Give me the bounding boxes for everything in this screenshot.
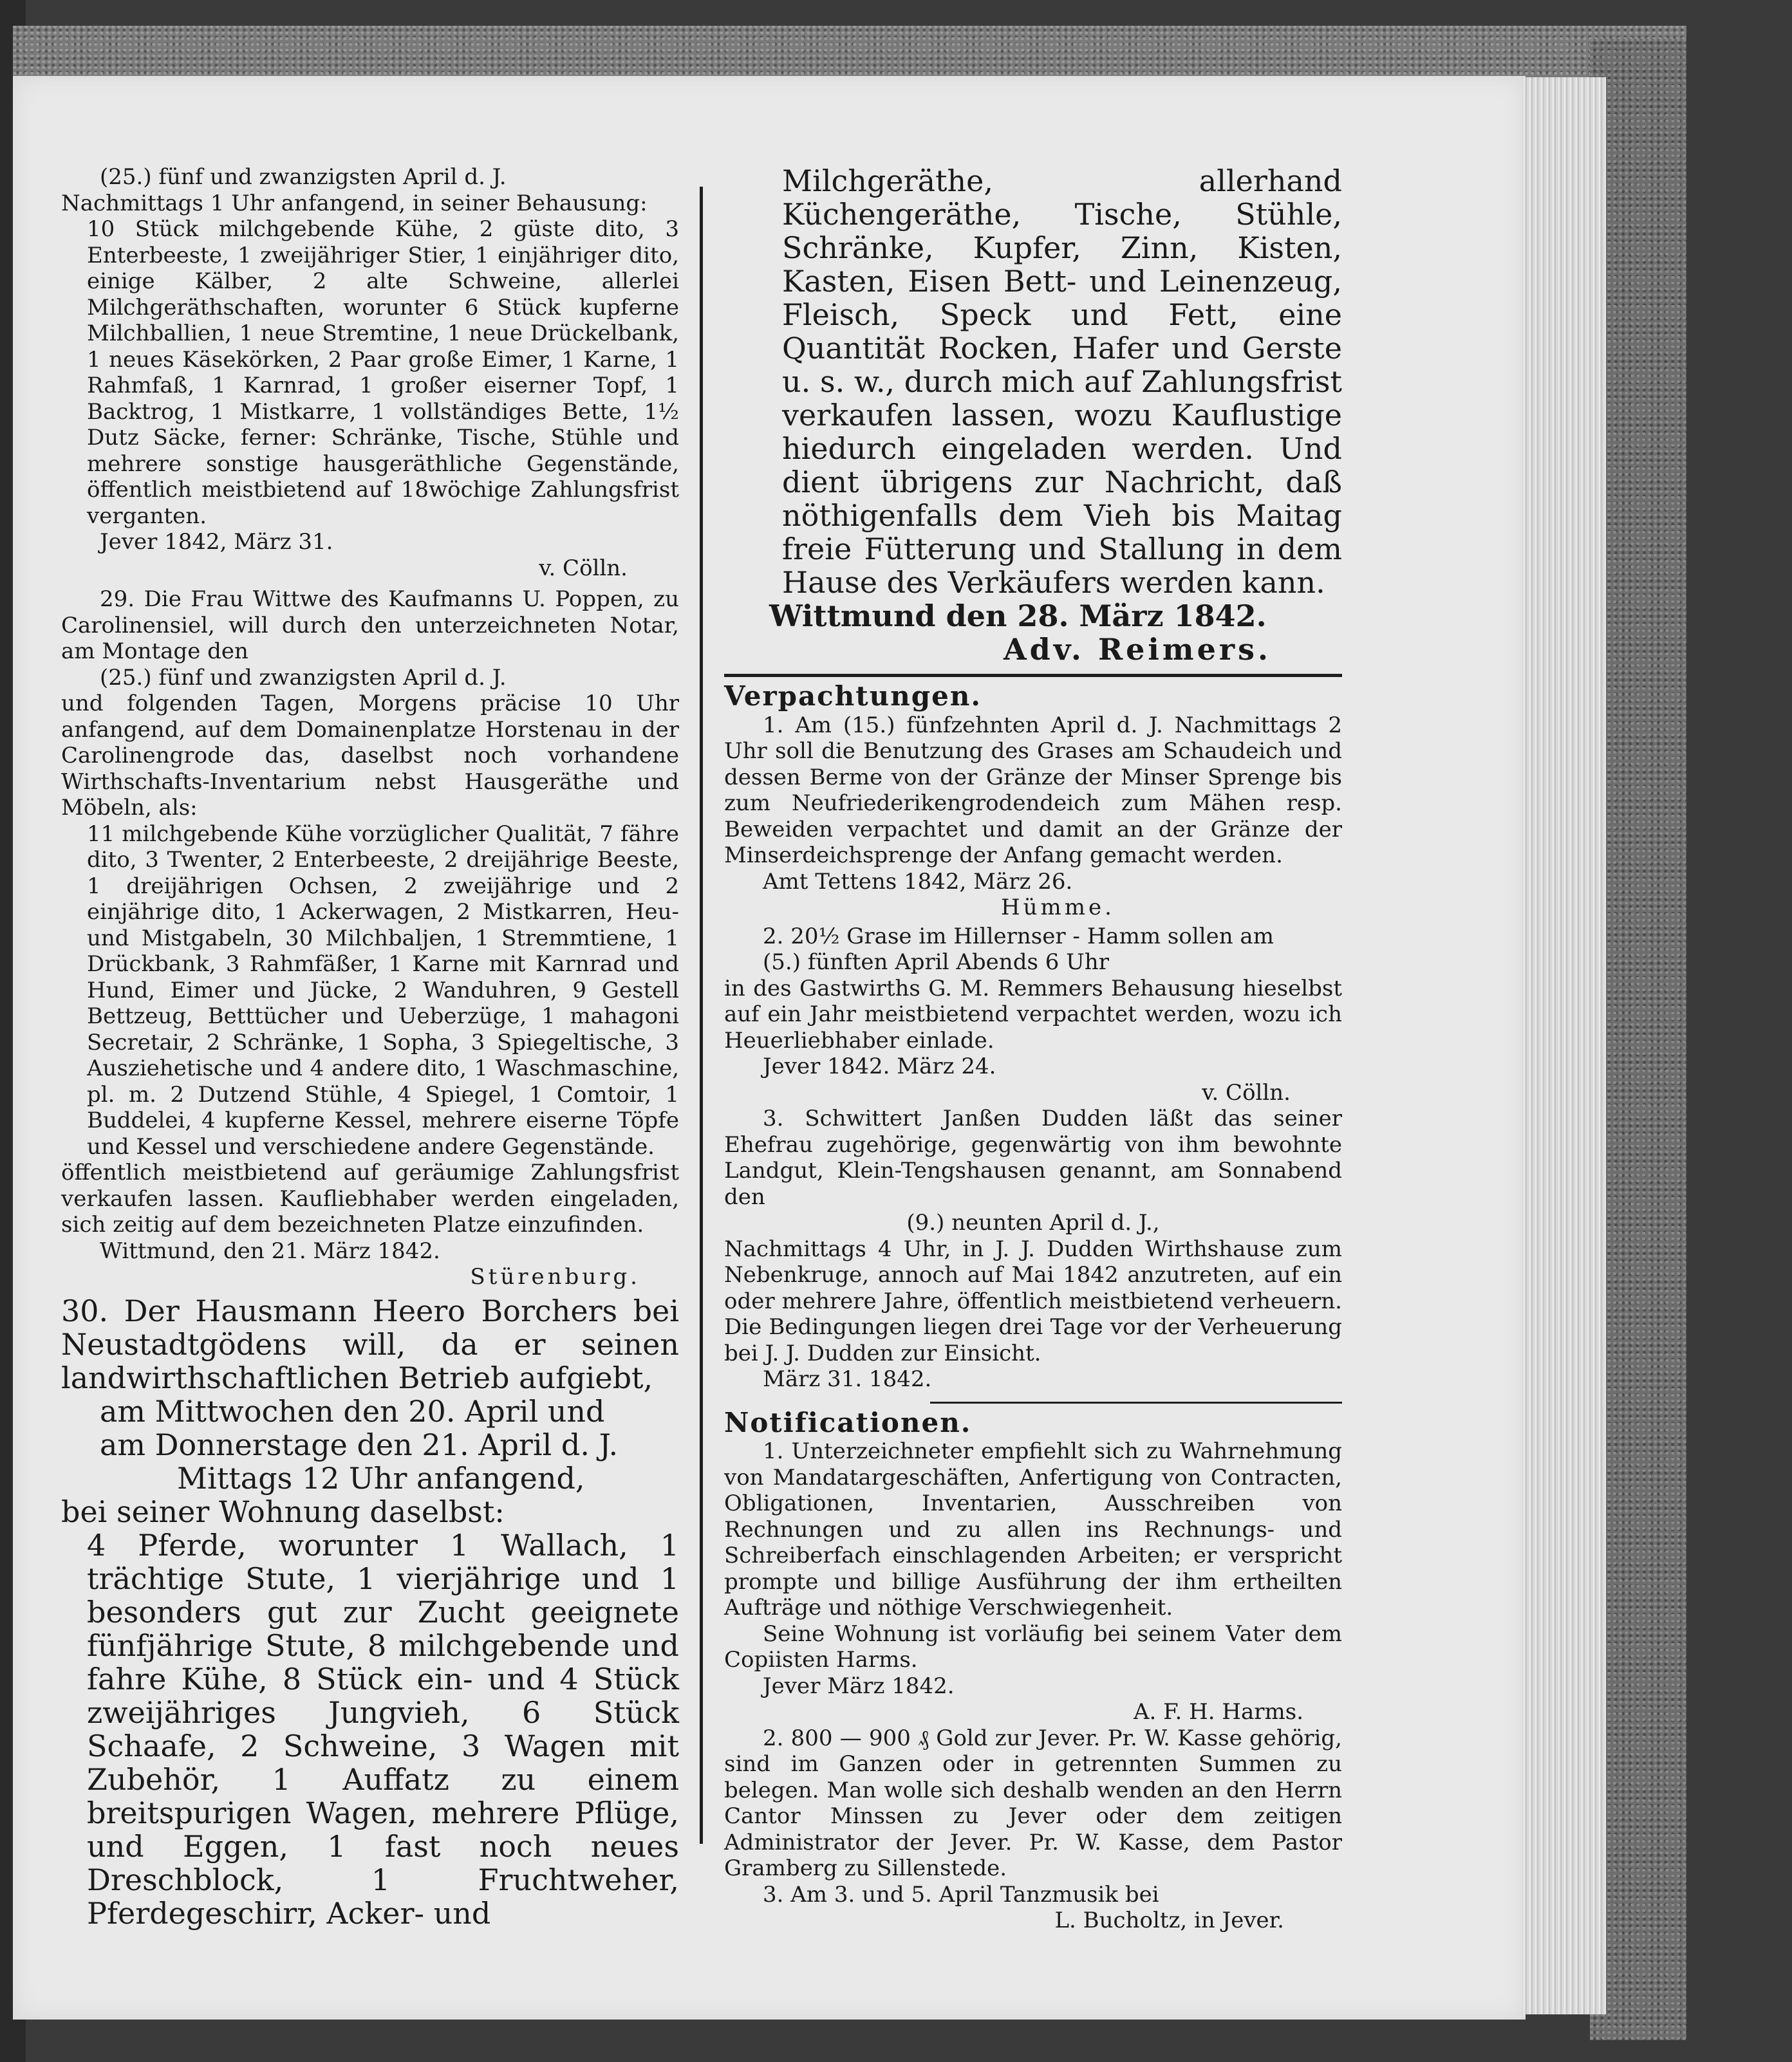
lease-1-text: 1. Am (15.) fünfzehnten April d. J. Nachmittags 2 Uhr soll die Benutzung des Grases am Schaudeich und dessen Berme von der Gränze der Minser Sprenge bis zum Neufriederikengrodendeich zum Mähen resp. Beweiden verpachtet und damit an der Gränze der Minserdeichsprenge der Anfang gemacht werden.	[724, 712, 1342, 868]
notice-30-time: Mittags 12 Uhr anfangend,	[177, 1460, 585, 1496]
notification-1-place-date: Jever März 1842.	[763, 1673, 955, 1699]
book-cover-top	[13, 26, 1686, 77]
notice-30-date-1: am Mittwochen den 20. April und	[100, 1393, 605, 1429]
section-divider	[724, 674, 1342, 677]
notice-30-date-2: am Donnerstage den 21. April d. J.	[100, 1427, 619, 1462]
lease-1-place-date: Amt Tettens 1842, März 26.	[763, 868, 1073, 895]
lease-3-date-line: März 31. 1842.	[763, 1366, 932, 1392]
notice-item-list: 10 Stück milchgebende Kühe, 2 güste dito, 3 Enterbeeste, 1 zweijähriger Stier, 1 einjähriger dito, einige Kälber, 2 alte Schweine, allerlei Milchgeräthschaften, worunter 6 Stück kupferne Milchballien, 1 neue Stremtine, 1 neue Drückelbank, 1 neues Käsekörken, 2 Paar große Eimer, 1 Karne, 1 Rahmfaß, 1 Karnrad, 1 großer eiserner Topf, 1 Backtrog, 1 Mistkarre, 1 vollständiges Bette, 1½ Dutz Säcke, ferner: Schränke, Tische, Stühle und mehrere sonstige hausgeräthliche Gegenstände, öffentlich meistbietend auf 18wöchige Zahlungsfrist verganten.	[87, 216, 679, 529]
lease-2-text: in des Gastwirths G. M. Remmers Behausung hieselbst auf ein Jahr meistbietend verpachtet werden, wozu ich Heuerliebhaber einlade.	[724, 975, 1342, 1054]
lease-3-intro: 3. Schwittert Janßen Dudden läßt das seiner Ehefrau zugehörige, gegenwärtig von ihm bewohnte Landgut, Klein-Tengshausen genannt, am Sonnabend den	[724, 1106, 1342, 1210]
notice-29-item-list: 11 milchgebende Kühe vorzüglicher Qualität, 7 fähre dito, 3 Twenter, 2 Enterbeeste, 2 dreijährige Beeste, 1 dreijährigen Ochsen, 2 zweijährige und 2 einjährige dito, 1 Ackerwagen, 2 Mistkarren, Heu- und Mistgabeln, 30 Milchbaljen, 1 Stremmtiene, 1 Drückbank, 3 Rahmfäßer, 1 Karne mit Karnrad und Hund, Eimer und Jücke, 2 Wanduhren, 9 Gestell Bettzeug, Betttücher und Ueberzüge, 1 mahagoni Secretair, 2 Schränke, 1 Sopha, 3 Spiegeltische, 3 Ausziehetische und 4 andere dito, 1 Waschmaschine, pl. m. 2 Dutzend Stühle, 4 Spiegel, 1 Comtoir, 1 Buddelei, 4 kupferne Kessel, mehrere eiserne Töpfe und Kessel und verschiedene andere Gegenstände.	[87, 821, 679, 1160]
notice-30-item-list: 4 Pferde, worunter 1 Wallach, 1 trächtige Stute, 1 vierjährige und 1 besonders gut zur Zucht geeignete fünfjährige Stute, 8 milchgebende und fahre Kühe, 8 Stück ein- und 4 Stück zweijähriges Jungvieh, 6 Stück Schaafe, 2 Schweine, 3 Wagen mit Zubehör, 1 Auffatz zu einem breitspurigen Wagen, mehrere Pflüge, und Eggen, 1 fast noch neues Dreschblock, 1 Fruchtweher, Pferdegeschirr, Acker- und	[87, 1527, 679, 1931]
notice-30-continued: Milchgeräthe, allerhand Küchengeräthe, Tische, Stühle, Schränke, Kupfer, Zinn, Kisten, Kasten, Eisen Bett- und Leinenzeug, Fleisch, Speck und Fett, eine Quantität Rocken, Hafer und Gerste u. s. w., durch mich auf Zahlungsfrist verkaufen lassen, wozu Kauflustige hiedurch eingeladen werden. Und dient übrigens zur Nachricht, daß nöthigenfalls dem Vieh bis Maitag freie Fütterung und Stallung in dem Hause des Verkäufers werden kann.	[782, 163, 1342, 600]
notice-29-signature: Stürenburg.	[470, 1264, 640, 1290]
notification-1-address: Seine Wohnung ist vorläufig bei seinem Vater dem Copiisten Harms.	[724, 1621, 1342, 1673]
notice-29-intro: 29. Die Frau Wittwe des Kaufmanns U. Poppen, zu Carolinensiel, will durch den unterzeichneten Notar, am Montage den	[61, 586, 679, 664]
column-divider	[700, 187, 703, 1844]
section-heading-notificationen: Notificationen.	[724, 1406, 972, 1438]
notice-29-date: (25.) fünf und zwanzigsten April d. J.	[100, 664, 507, 691]
notice-date-line: (25.) fünf und zwanzigsten April d. J.	[100, 164, 507, 190]
notice-30-intro: 30. Der Hausmann Heero Borchers bei Neustadtgödens will, da er seinen landwirthschaftlichen Betrieb aufgiebt,	[61, 1293, 679, 1395]
right-column	[724, 164, 1342, 1934]
lease-3-date: (9.) neunten April d. J.,	[906, 1210, 1160, 1236]
page-block-edge	[1522, 77, 1606, 2014]
section-heading-verpachtungen: Verpachtungen.	[724, 680, 982, 712]
notification-2-text: 2. 800 — 900 ₰ Gold zur Jever. Pr. W. Kasse gehörig, sind im Ganzen oder in getrennten Summen zu belegen. Man wolle sich deshalb wenden an den Herrn Cantor Minssen zu Jever oder dem zeitigen Administrator der Jever. Pr. W. Kasse, dem Pastor Gramberg zu Sillenstede.	[724, 1725, 1342, 1881]
notification-3-text: 3. Am 3. und 5. April Tanzmusik bei	[763, 1881, 1159, 1908]
lease-3-text: Nachmittags 4 Uhr, in J. J. Dudden Wirthshause zum Nebenkruge, annoch auf Mai 1842 anzutreten, auf ein oder mehrere Jahre, öffentlich meistbietend verheuern. Die Bedingungen liegen drei Tage vor der Verheuerung bei J. J. Dudden zur Einsicht.	[724, 1236, 1342, 1366]
notice-29-closing: öffentlich meistbietend auf geräumige Zahlungsfrist verkaufen lassen. Kaufliebhaber werden eingeladen, sich zeitig auf dem bezeichneten Platze einzufinden.	[61, 1160, 679, 1238]
notice-30-location: bei seiner Wohnung daselbst:	[61, 1494, 505, 1529]
notice-29-place-date: Wittmund, den 21. März 1842.	[100, 1238, 440, 1264]
notice-30-signature: Adv. Reimers.	[1003, 632, 1271, 667]
notice-29-text: und folgenden Tagen, Morgens präcise 10 Uhr anfangend, auf dem Domainenplatze Horstenau in der Carolinengrode das, daselbst noch vorhandene Wirthschafts-Inventarium nebst Hausgeräthe und Möbeln, als:	[61, 691, 679, 821]
section-divider	[930, 1402, 1342, 1404]
lease-2-intro: 2. 20½ Grase im Hillernser - Hamm sollen am	[763, 923, 1274, 949]
left-column	[61, 164, 679, 1930]
notification-1-signature: A. F. H. Harms.	[1133, 1699, 1303, 1725]
notification-1-text: 1. Unterzeichneter empfiehlt sich zu Wahrnehmung von Mandatargeschäften, Anfertigung von Contracten, Obligationen, Inventarien, Ausschreiben von Rechnungen und zu allen ins Rechnungs- und Schreiberfach einschlagenden Arbeiten; er verspricht prompte und billige Ausführung der ihm ertheilten Aufträge und nöthige Verschwiegenheit.	[724, 1438, 1342, 1621]
notice-30-place-date: Wittmund den 28. März 1842.	[769, 599, 1267, 633]
notification-3-signature: L. Bucholtz, in Jever.	[1054, 1908, 1284, 1933]
notice-text: Nachmittags 1 Uhr anfangend, in seiner Behausung:	[61, 190, 648, 216]
notice-place-date: Jever 1842, März 31.	[100, 529, 333, 555]
lease-1-signature: Hümme.	[1001, 895, 1115, 920]
lease-2-signature: v. Cölln.	[1202, 1079, 1291, 1106]
lease-2-place-date: Jever 1842. März 24.	[763, 1054, 996, 1079]
notice-signature: v. Cölln.	[539, 555, 628, 581]
lease-2-date: (5.) fünften April Abends 6 Uhr	[763, 949, 1109, 975]
